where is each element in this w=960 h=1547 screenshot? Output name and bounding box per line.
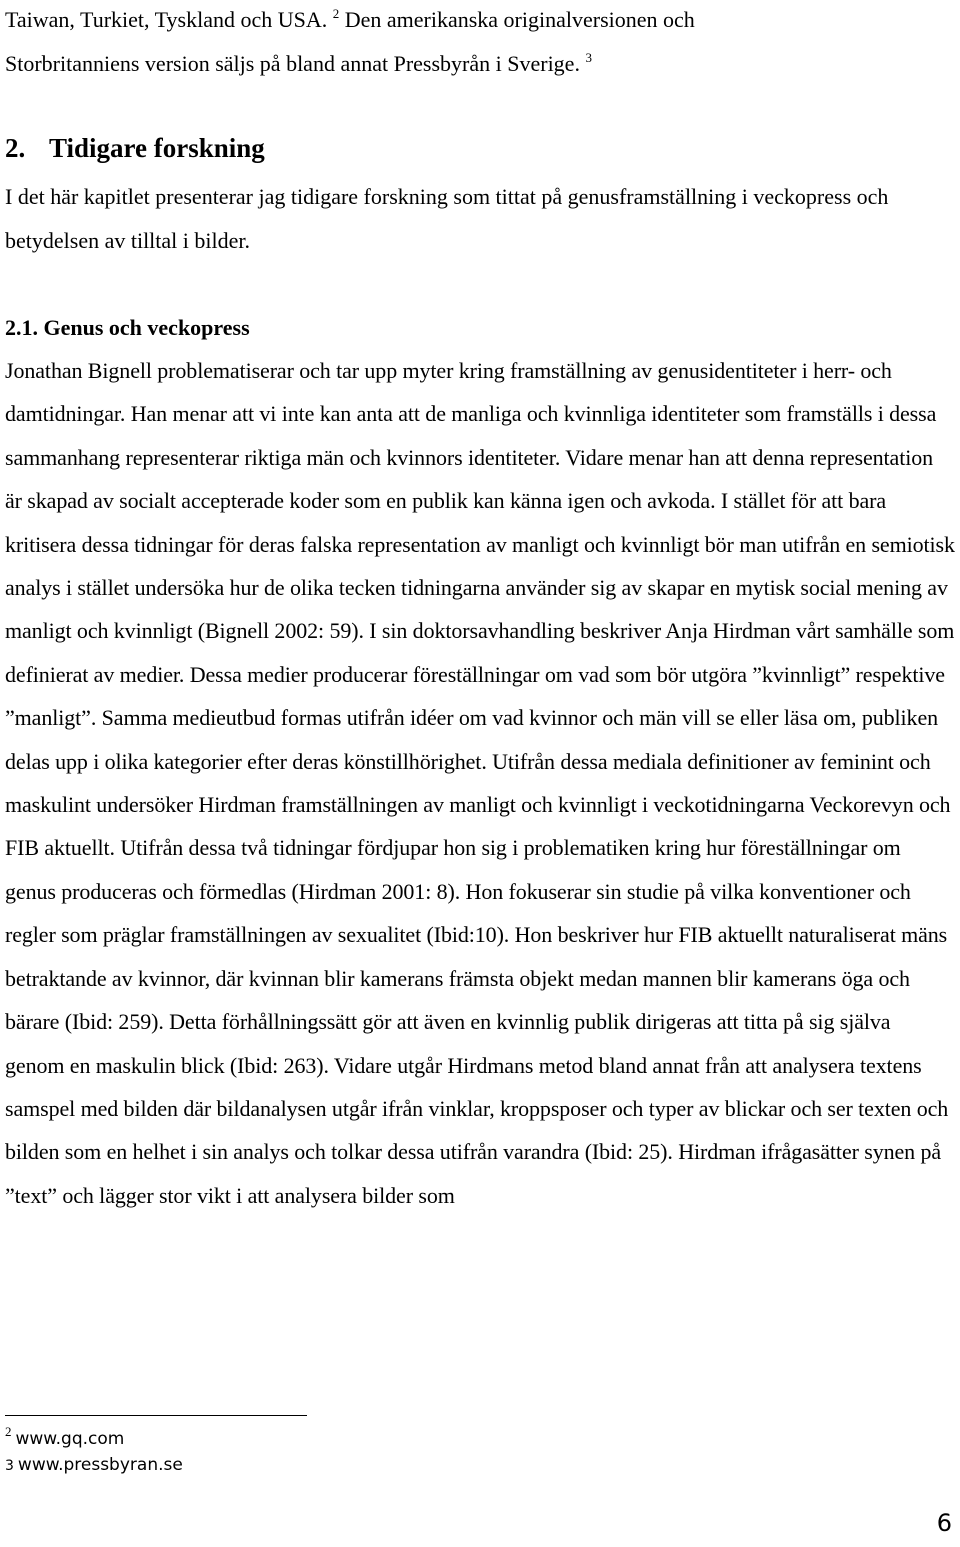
footnote-ref-2[interactable]: 2 bbox=[332, 6, 340, 21]
subsection-body-paragraph: Jonathan Bignell problematiserar och tar upp myter kring framställning av genusidentiteter i herr- och damtidningar. Han menar att vi inte kan anta att de manliga och kvinnliga identiteter som framställs i dessa sammanhang representerar riktiga män och kvinnors identiteter. Vidare menar han att denna representation är skapad av socialt accepterade koder som en publik kan känna igen och avkoda. I stället för att bara kritisera dessa tidningar för deras falska representation av manligt och kvinnligt bör man utifrån en semiotisk analys i stället undersöka hur de olika tecken tidningarna använder sig av skapar en mytisk social mening av manligt och kvinnligt (Bignell 2002: 59). I sin doktorsavhandling beskriver Anja Hirdman vårt samhälle som definierat av medier. Dessa medier producerar föreställningar om vad som bör utgöra ”kvinnligt” respektive ”manligt”. Samma medieutbud formas utifrån idéer om vad kvinnor och män vill se eller läsa om, publiken delas upp i olika kategorier efter deras könstillhörighet. Utifrån dessa mediala definitioner av feminint och maskulint undersöker Hirdman framställningen av manligt och kvinnligt i veckotidningarna Veckorevyn och FIB aktuellt. Utifrån dessa två tidningar fördjupar hon sig i problematiken kring hur föreställningar om genus produceras och förmedlas (Hirdman 2001: 8). Hon fokuserar sin studie på vilka konventioner och regler som präglar framställningen av sexualitet (Ibid:10). Hon beskriver hur FIB aktuellt naturaliserat mäns betraktande av kvinnor, där kvinnan blir kamerans främsta objekt medan mannen blir kamerans öga och bärare (Ibid: 259). Detta förhållningssätt gör att även en kvinnlig publik dirigeras att titta på sig själva genom en maskulin blick (Ibid: 263). Vidare utgår Hirdmans metod bland annat från att analysera textens samspel med bilden där bildanalysen utgår ifrån vinklar, kroppsposer och typer av blickar och ser texten och bilden som en helhet i sin analys och tolkar dessa utifrån varandra (Ibid: 25). Hirdman ifrågasätter synen på ”text” och lägger stor vikt i att analysera bilder som bbox=[5, 358, 955, 1208]
subsection-heading: 2.1. Genus och veckopress bbox=[5, 315, 250, 340]
footnote-text[interactable]: www.gq.com bbox=[15, 1429, 125, 1449]
intro-line-1a: Taiwan, Turkiet, Tyskland och USA. bbox=[5, 7, 328, 32]
section-title: Tidigare forskning bbox=[49, 133, 265, 163]
section-heading bbox=[5, 128, 955, 168]
intro-line-2: Storbritanniens version säljs på bland annat Pressbyrån i Sverige. bbox=[5, 51, 580, 76]
section-lead-paragraph: I det här kapitlet presenterar jag tidigare forskning som tittat på genusframställning i veckopress och betydelsen av tilltal i bilder. bbox=[5, 184, 889, 253]
intro-paragraph bbox=[5, 0, 955, 86]
footnote-3 bbox=[5, 1454, 183, 1476]
page-number: 6 bbox=[936, 1509, 952, 1537]
footnote-2 bbox=[5, 1424, 125, 1450]
footnote-mark: 2 bbox=[5, 1424, 12, 1439]
footnote-text[interactable]: www.pressbyran.se bbox=[17, 1455, 183, 1475]
footnote-divider bbox=[5, 1415, 307, 1416]
footnote-ref-3[interactable]: 3 bbox=[585, 50, 592, 65]
section-number: 2. bbox=[5, 133, 26, 163]
footnote-mark: 3 bbox=[5, 1458, 14, 1474]
intro-line-1b: Den amerikanska originalversionen och bbox=[339, 7, 695, 32]
